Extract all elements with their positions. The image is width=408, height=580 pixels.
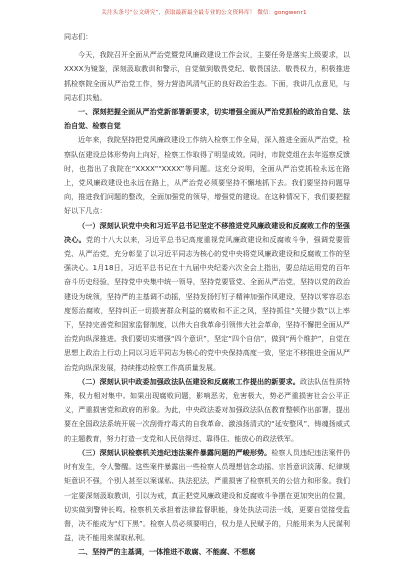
salutation: 同志们：	[64, 32, 93, 41]
point-2-paragraph	[64, 375, 350, 446]
intro-paragraph: 今天，我院召开全面从严治党暨党风廉政建设工作会议，主要任务是落实上级要求，以XXXX为镜鉴，深刻汲取教训和警示，自觉做到敬畏党纪、敬畏国法、敬畏权力，积极推进抓检察院全面从严治党工作，努力营造风清气正的良好政治生态。下面，我讲几点意见，与同志们共勉。	[64, 50, 350, 102]
section-1-paragraph: 近年来，我院坚持把党风廉政建设工作纳入检察工作全局，深入推进全面从严治党，检察队伍建设总体形势向上向好，检察工作取得了明显成效。同时，市院党组在去年巡察反馈时，也指出了我院在“XXXX”“XXXX”等问题。这充分说明，全面从严治党抓检永远在路上，党风廉政建设也永远在路上，从严治党必须要坚持不懈地抓下去。我们要坚持问题导向，推进我们问题的整改，全面加强党的领导，增强党的建设。在这种情况下，我们要把握好以下几点：	[64, 135, 350, 216]
point-3-body: 检察人员违纪违法案件仍时有发生，令人警醒。这些案件暴露出一些检察人员理想信念动摇、宗旨意识淡薄、纪律规矩意识不强，个别人甚至以案谋私、执法犯法，严重损害了检察机关的公信力和形象。我们一定要深刻汲取教训，引以为戒，真正把党风廉政建设和反腐败斗争摆在更加突出的位置，切实做到警钟长鸣。检察机关承担着法律监督职能，身处执法司法一线，更要自觉接受监督，决不能成为“灯下黑”。检察人员必须要明白，权力是人民赋予的，只能用来为人民谋利益，决不能用来谋取私利。	[64, 447, 351, 543]
point-1-paragraph	[64, 219, 350, 375]
point-3-lead: （三）深刻认识检察机关违纪违法案件暴露问题的严峻形势。	[78, 447, 272, 457]
section-2-title: 二、坚持严的主基调，一体推进不敢腐、不能腐、不想腐	[78, 547, 256, 557]
document-body	[64, 30, 350, 560]
point-2-body: 政法队伍性质特殊，权力相对集中。如果出现腐败问题，影响恶劣，危害极大，势必严重损害社会公平正义，严重损害党和政府的形象。为此，中央政法委对加强政法队伍教育整顿作出部署，提出要在全国政法系统开展一次刮骨疗毒式的自我革命、激浊扬清式的“延安整风”、铸魂扬威式的主题教育，努力打造一支党和人民信得过、靠得住、能放心的政法铁军。	[64, 376, 351, 443]
point-1-lead: （一）深刻认识党中央和习近平总书记坚定不移推进党风廉政建设和反腐败工作的坚强决心。	[64, 220, 350, 244]
section-1-title: 一、深刻把握全面从严治党新部署新要求，切实增强全面从严治党抓检的政治自觉、法治自觉、检察自觉	[64, 107, 350, 131]
point-2-lead: （二）深刻认识中政委加强政法队伍建设和反腐败工作提出的新要求。	[78, 376, 300, 386]
point-3-paragraph	[64, 446, 350, 545]
point-1-body: 党的十八大以来，习近平总书记高度重视党风廉政建设和反腐败斗争，强调党要管党、从严治党，充分彰显了以习近平同志为核心的党中央将党风廉政建设和反腐败工作的坚强决心。1月18日，习近平总书记在十九届中央纪委六次全会上指出，要总结运用党的百年奋斗历史经验，坚持党中央集中统一领导，坚持党要管党、全面从严治党，坚持以党的政治建设为统领，坚持严的主基调不动摇，坚持发扬钉钉子精神加强作风建设，坚持以零容忍态度惩治腐败，坚持纠正一切损害群众利益的腐败和不正之风，坚持抓住“关键少数”以上率下，坚持完善党和国家监督制度，以伟大自我革命引领伟大社会革命，坚持不懈把全面从严治党向纵深推进。我们要切实增强“四个意识”，坚定“四个自信”，做到“两个维护”，自觉在思想上政治上行动上同以习近平同志为核心的党中央保持高度一致，坚定不移推进全面从严治党向纵深发展，持续推动检察工作高质量发展。	[64, 234, 351, 372]
header-banner: 关注头条号“公文研究”，获取最新最全最专业的公文资料库！ 微信：gongwenr1	[101, 10, 307, 16]
